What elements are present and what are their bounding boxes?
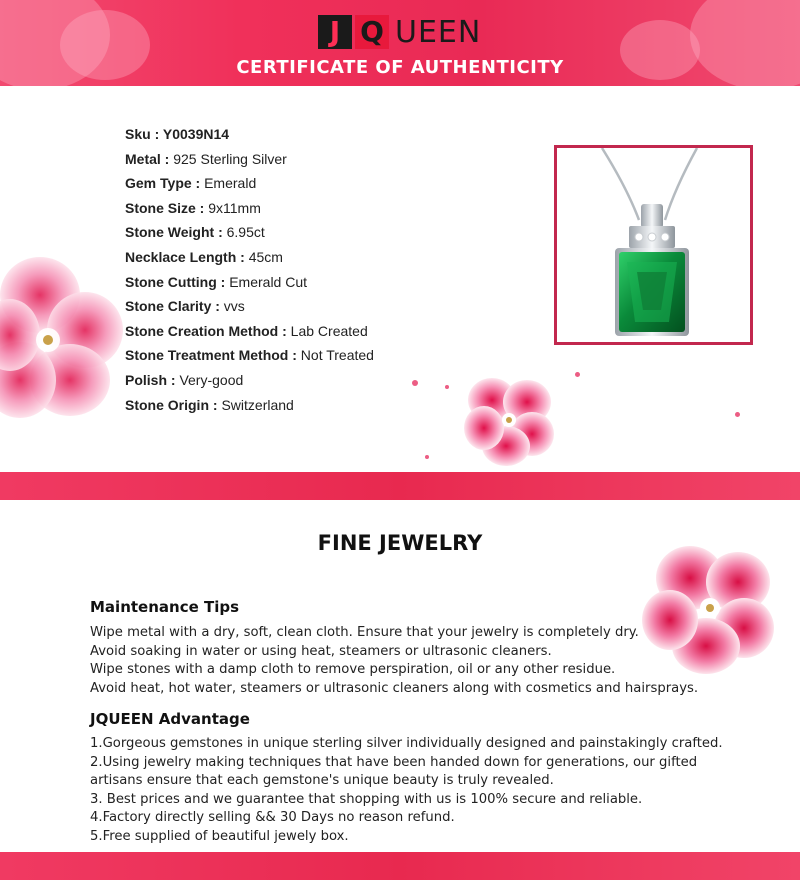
logo-text: UEEN xyxy=(395,14,482,50)
flower-icon xyxy=(462,372,557,467)
spec-row xyxy=(125,247,374,272)
spec-label: Stone Clarity : xyxy=(125,298,224,315)
spec-value: Not Treated xyxy=(300,347,374,364)
spec-value: Very-good xyxy=(179,371,244,388)
advantage-text xyxy=(90,735,780,847)
text-line: Avoid soaking in water or using heat, steamers or ultrasonic cleaners. xyxy=(90,643,552,659)
pendant-image xyxy=(557,148,750,342)
spec-row xyxy=(125,272,374,297)
footer-band xyxy=(0,852,800,880)
text-line: Wipe stones with a damp cloth to remove perspiration, oil or any other residue. xyxy=(90,662,616,678)
dot-decoration xyxy=(735,412,740,417)
text-line: 3. Best prices and we guarantee that shopping with us is 100% secure and reliable. xyxy=(90,791,643,807)
spec-row xyxy=(125,321,374,346)
spec-label: Necklace Length : xyxy=(125,248,249,265)
spec-label: Sku : xyxy=(125,126,163,142)
spec-row xyxy=(125,222,374,247)
header-banner xyxy=(0,0,800,86)
spec-value: 9x11mm xyxy=(208,199,261,216)
text-line: Avoid heat, hot water, steamers or ultrasonic cleaners along with cosmetics and hairsprays. xyxy=(90,680,699,696)
logo-letter-j: J xyxy=(318,15,352,49)
divider-band xyxy=(0,472,800,500)
text-line: 2.Using jewelry making techniques that have been handed down for generations, our gifted xyxy=(90,754,698,770)
spec-label: Stone Cutting : xyxy=(125,273,230,290)
logo-letter-q: Q xyxy=(355,15,389,49)
spec-label: Stone Treatment Method : xyxy=(125,347,301,364)
spec-row xyxy=(125,198,374,223)
text-line: Wipe metal with a dry, soft, clean cloth. Ensure that your jewelry is completely dry. xyxy=(90,625,639,640)
spec-value: 6.95ct xyxy=(226,224,265,241)
dot-decoration xyxy=(575,372,580,377)
spec-value: Emerald Cut xyxy=(229,273,308,290)
spec-label: Stone Size : xyxy=(125,199,209,216)
text-line: artisans ensure that each gemstone's unique beauty is truly revealed. xyxy=(90,773,554,789)
spec-label: Stone Creation Method : xyxy=(125,322,291,339)
brand-logo xyxy=(318,14,481,50)
maintenance-title: Maintenance Tips xyxy=(90,598,240,616)
spec-label: Stone Weight : xyxy=(125,224,227,241)
spec-row xyxy=(125,395,374,420)
spec-row xyxy=(125,149,374,174)
spec-label: Gem Type : xyxy=(125,175,205,192)
spec-row xyxy=(125,345,374,370)
text-line: 5.Free supplied of beautiful jewely box. xyxy=(90,828,349,844)
spec-value: 925 Sterling Silver xyxy=(173,150,287,167)
spec-row xyxy=(125,173,374,198)
spec-label: Polish : xyxy=(125,371,180,388)
product-image-frame xyxy=(554,145,753,345)
advantage-title: JQUEEN Advantage xyxy=(90,710,250,728)
spec-value: Y0039N14 xyxy=(162,126,230,142)
flower-icon xyxy=(0,250,130,430)
dot-decoration xyxy=(425,455,429,459)
maintenance-text xyxy=(90,624,780,698)
spec-label: Stone Origin : xyxy=(125,396,222,413)
text-line: 1.Gorgeous gemstones in unique sterling silver individually designed and painstakingly crafted. xyxy=(90,736,723,751)
text-line: 4.Factory directly selling && 30 Days no reason refund. xyxy=(90,810,455,826)
spec-list xyxy=(125,124,374,419)
dot-decoration xyxy=(445,385,449,389)
spec-value: vvs xyxy=(223,298,245,315)
spec-value: Switzerland xyxy=(221,396,294,413)
dot-decoration xyxy=(412,380,418,386)
spec-row xyxy=(125,370,374,395)
certificate-title: CERTIFICATE OF AUTHENTICITY xyxy=(236,57,564,78)
spec-row xyxy=(125,124,374,149)
spec-value: Emerald xyxy=(204,175,257,192)
spec-value: Lab Created xyxy=(290,322,368,339)
spec-value: 45cm xyxy=(248,248,283,265)
spec-row xyxy=(125,296,374,321)
fine-jewelry-title: FINE JEWELRY xyxy=(317,531,483,555)
spec-label: Metal : xyxy=(125,150,174,167)
